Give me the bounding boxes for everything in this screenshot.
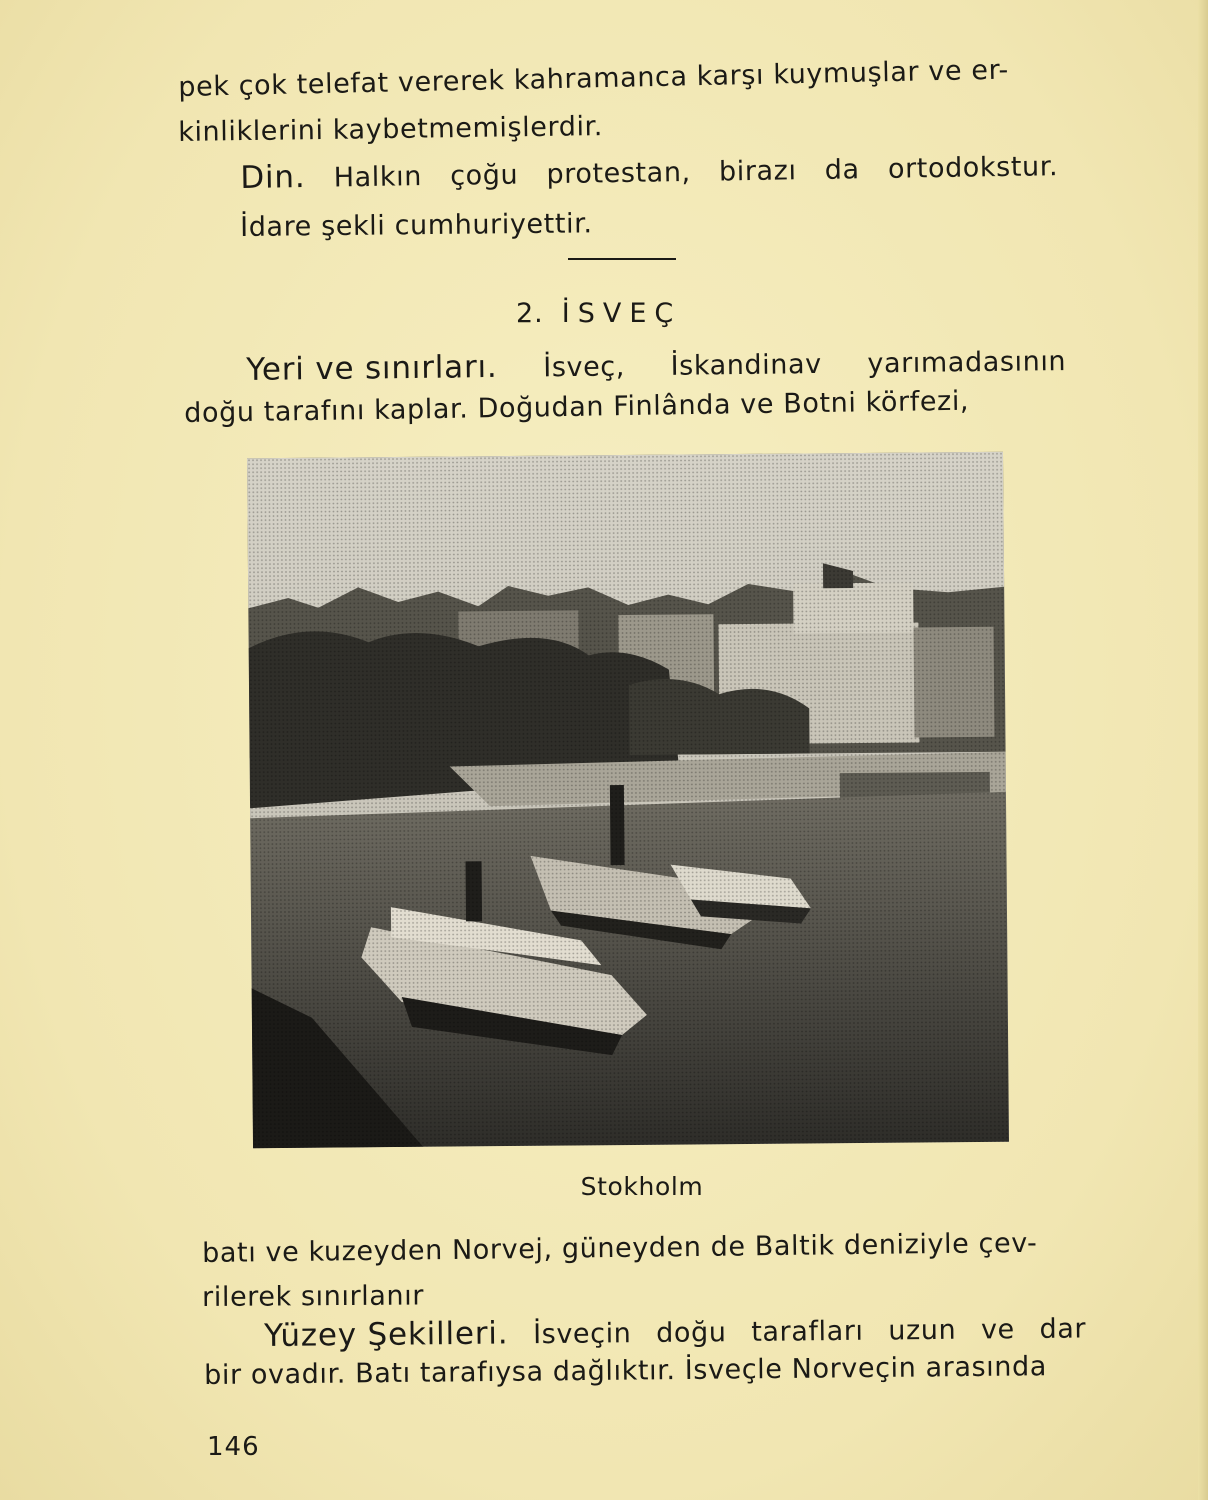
religion-line bbox=[240, 147, 1058, 196]
section-heading bbox=[516, 298, 681, 329]
section-title: İSVEÇ bbox=[561, 298, 682, 329]
word: Halkın bbox=[333, 161, 423, 194]
word: doğu bbox=[656, 1317, 727, 1349]
word: da bbox=[824, 154, 860, 186]
surface-lead: Yüzey Şekilleri. bbox=[264, 1315, 509, 1354]
paragraph-line: kinliklerini kaybetmemişlerdir. bbox=[178, 111, 604, 148]
religion-line: İdare şekli cumhuriyettir. bbox=[240, 208, 593, 243]
word: İsveç, bbox=[543, 351, 626, 384]
religion-lead: Din. bbox=[240, 158, 306, 196]
stockholm-photo bbox=[247, 452, 1009, 1149]
surface-line bbox=[264, 1309, 1086, 1354]
word: yarımadasının bbox=[867, 345, 1067, 380]
surface-line: bir ovadır. Batı tarafıysa dağlıktır. İsveçle Norveçin arasında bbox=[204, 1351, 1048, 1391]
word: birazı bbox=[718, 155, 797, 188]
borders-line: batı ve kuzeyden Norvej, güneyden de Baltik deniziyle çev- bbox=[202, 1227, 1038, 1269]
word: İsveçin bbox=[532, 1318, 632, 1351]
section-divider bbox=[568, 258, 676, 260]
photo-illustration bbox=[247, 452, 1009, 1149]
word: İskandinav bbox=[670, 348, 822, 382]
word: protestan, bbox=[546, 156, 691, 191]
word: ve bbox=[980, 1314, 1015, 1346]
location-line bbox=[246, 342, 1066, 388]
page-edge bbox=[1198, 0, 1208, 1500]
section-number: 2. bbox=[516, 298, 544, 329]
borders-line: rilerek sınırlanır bbox=[202, 1280, 425, 1313]
photo-caption: Stokholm bbox=[580, 1172, 704, 1201]
word: dar bbox=[1039, 1313, 1087, 1345]
paragraph-line: pek çok telefat vererek kahramanca karşı kuymuşlar ve er- bbox=[178, 54, 1010, 103]
word: uzun bbox=[888, 1314, 957, 1347]
location-line: doğu tarafını kaplar. Doğudan Finlânda ve Botni körfezi, bbox=[184, 385, 970, 429]
page-number: 146 bbox=[207, 1432, 260, 1462]
word: çoğu bbox=[449, 159, 519, 192]
location-lead: Yeri ve sınırları. bbox=[246, 348, 498, 388]
word: tarafları bbox=[751, 1315, 864, 1348]
word: ortodokstur. bbox=[887, 151, 1059, 185]
